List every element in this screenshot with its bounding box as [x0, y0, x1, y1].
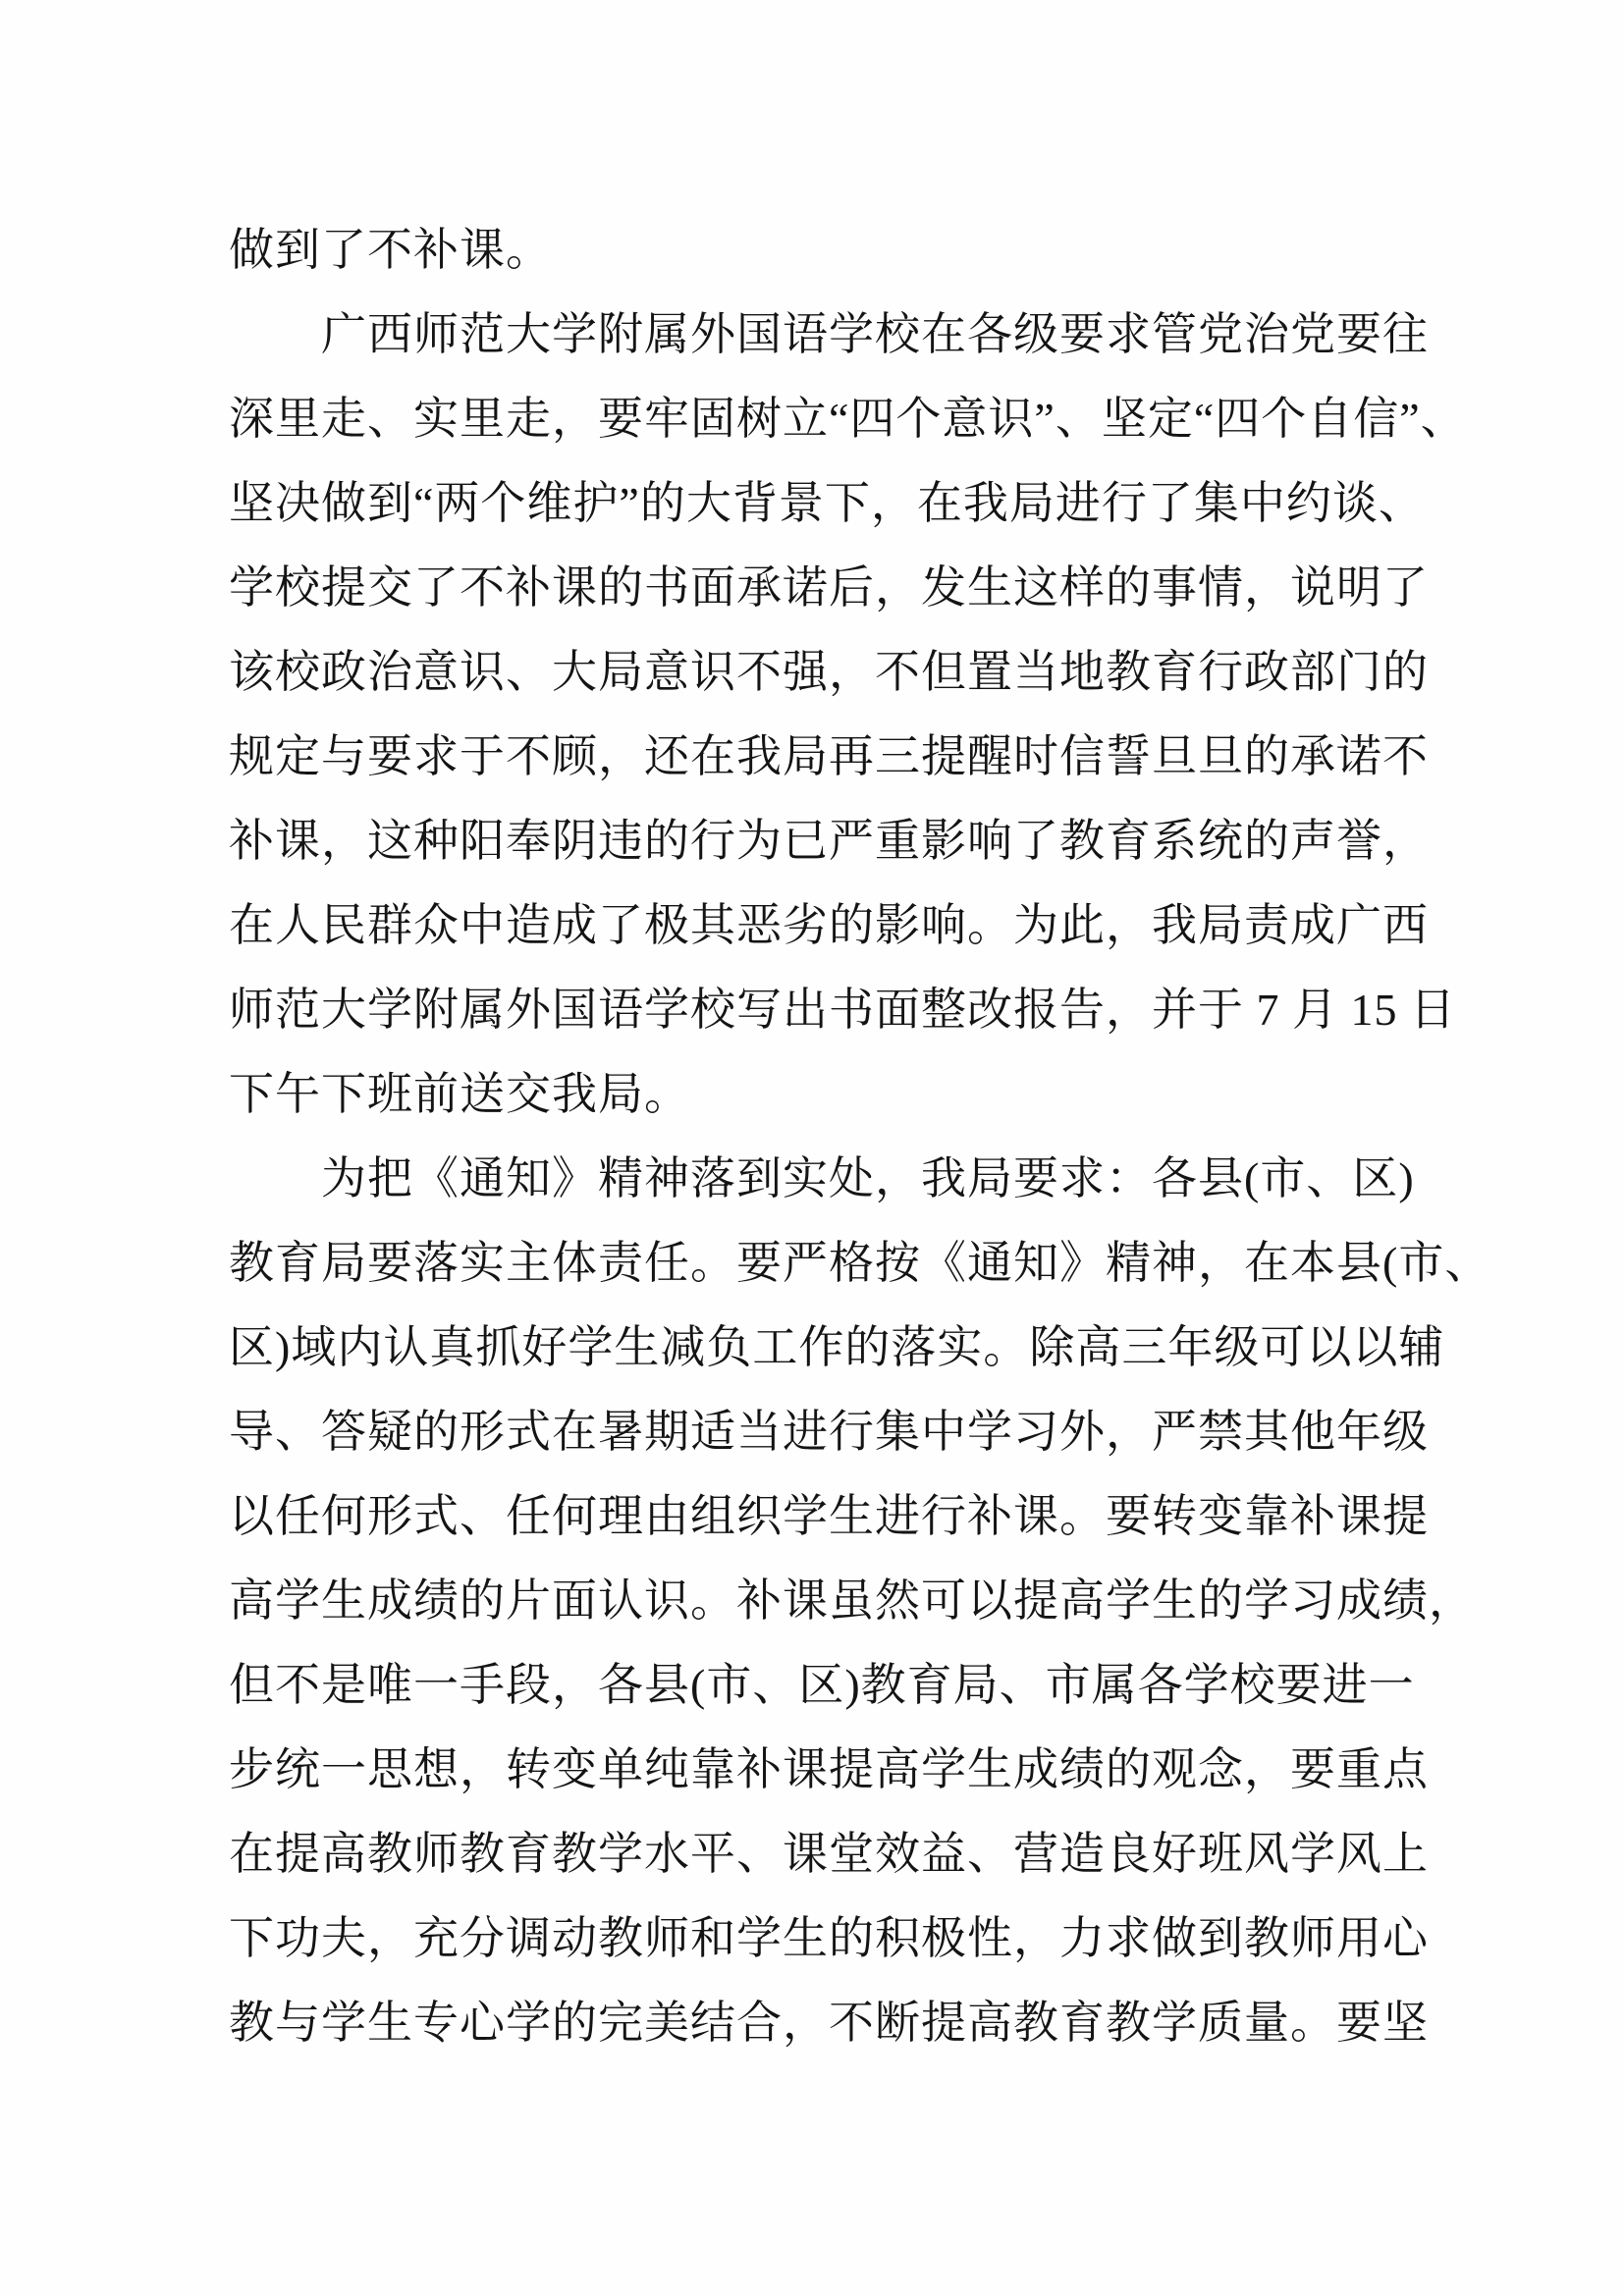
document-text-block	[229, 208, 1491, 2065]
text-line: 规定与要求于不顾，还在我局再三提醒时信誓旦旦的承诺不	[229, 731, 1429, 781]
text-line: 师范大学附属外国语学校写出书面整改报告，并于 7 月 15 日	[229, 985, 1456, 1035]
text-line: 学校提交了不补课的书面承诺后，发生这样的事情，说明了	[229, 562, 1429, 613]
text-line: 步统一思想，转变单纯靠补课提高学生成绩的观念，要重点	[229, 1744, 1429, 1794]
text-line: 该校政治意识、大局意识不强，不但置当地教育行政部门的	[229, 647, 1429, 697]
text-line: 教育局要落实主体责任。要严格按《通知》精神，在本县(市、	[229, 1238, 1491, 1288]
text-line: 下午下班前送交我局。	[229, 1069, 690, 1119]
text-line: 以任何形式、任何理由组织学生进行补课。要转变靠补课提	[229, 1491, 1429, 1541]
text-line: 坚决做到“两个维护”的大背景下，在我局进行了集中约谈、	[229, 478, 1425, 528]
text-line: 深里走、实里走，要牢固树立“四个意识”、坚定“四个自信”、	[229, 394, 1467, 444]
text-line: 下功夫，充分调动教师和学生的积极性，力求做到教师用心	[229, 1913, 1429, 1963]
text-line: 导、答疑的形式在暑期适当进行集中学习外，严禁其他年级	[229, 1407, 1429, 1457]
text-line: 广西师范大学附属外国语学校在各级要求管党治党要往	[321, 309, 1429, 359]
text-line: 在提高教师教育教学水平、课堂效益、营造良好班风学风上	[229, 1829, 1429, 1879]
text-line: 在人民群众中造成了极其恶劣的影响。为此，我局责成广西	[229, 900, 1429, 950]
text-line: 为把《通知》精神落到实处，我局要求：各县(市、区)	[321, 1153, 1415, 1203]
text-line: 补课，这种阳奉阴违的行为已严重影响了教育系统的声誉，	[229, 816, 1429, 866]
text-line: 区)域内认真抓好学生减负工作的落实。除高三年级可以以辅	[229, 1322, 1445, 1372]
text-line: 高学生成绩的片面认识。补课虽然可以提高学生的学习成绩，	[229, 1575, 1475, 1626]
text-line: 但不是唯一手段，各县(市、区)教育局、市属各学校要进一	[229, 1660, 1415, 1710]
text-line: 做到了不补课。	[229, 225, 552, 275]
text-line: 教与学生专心学的完美结合，不断提高教育教学质量。要坚	[229, 1998, 1429, 2048]
